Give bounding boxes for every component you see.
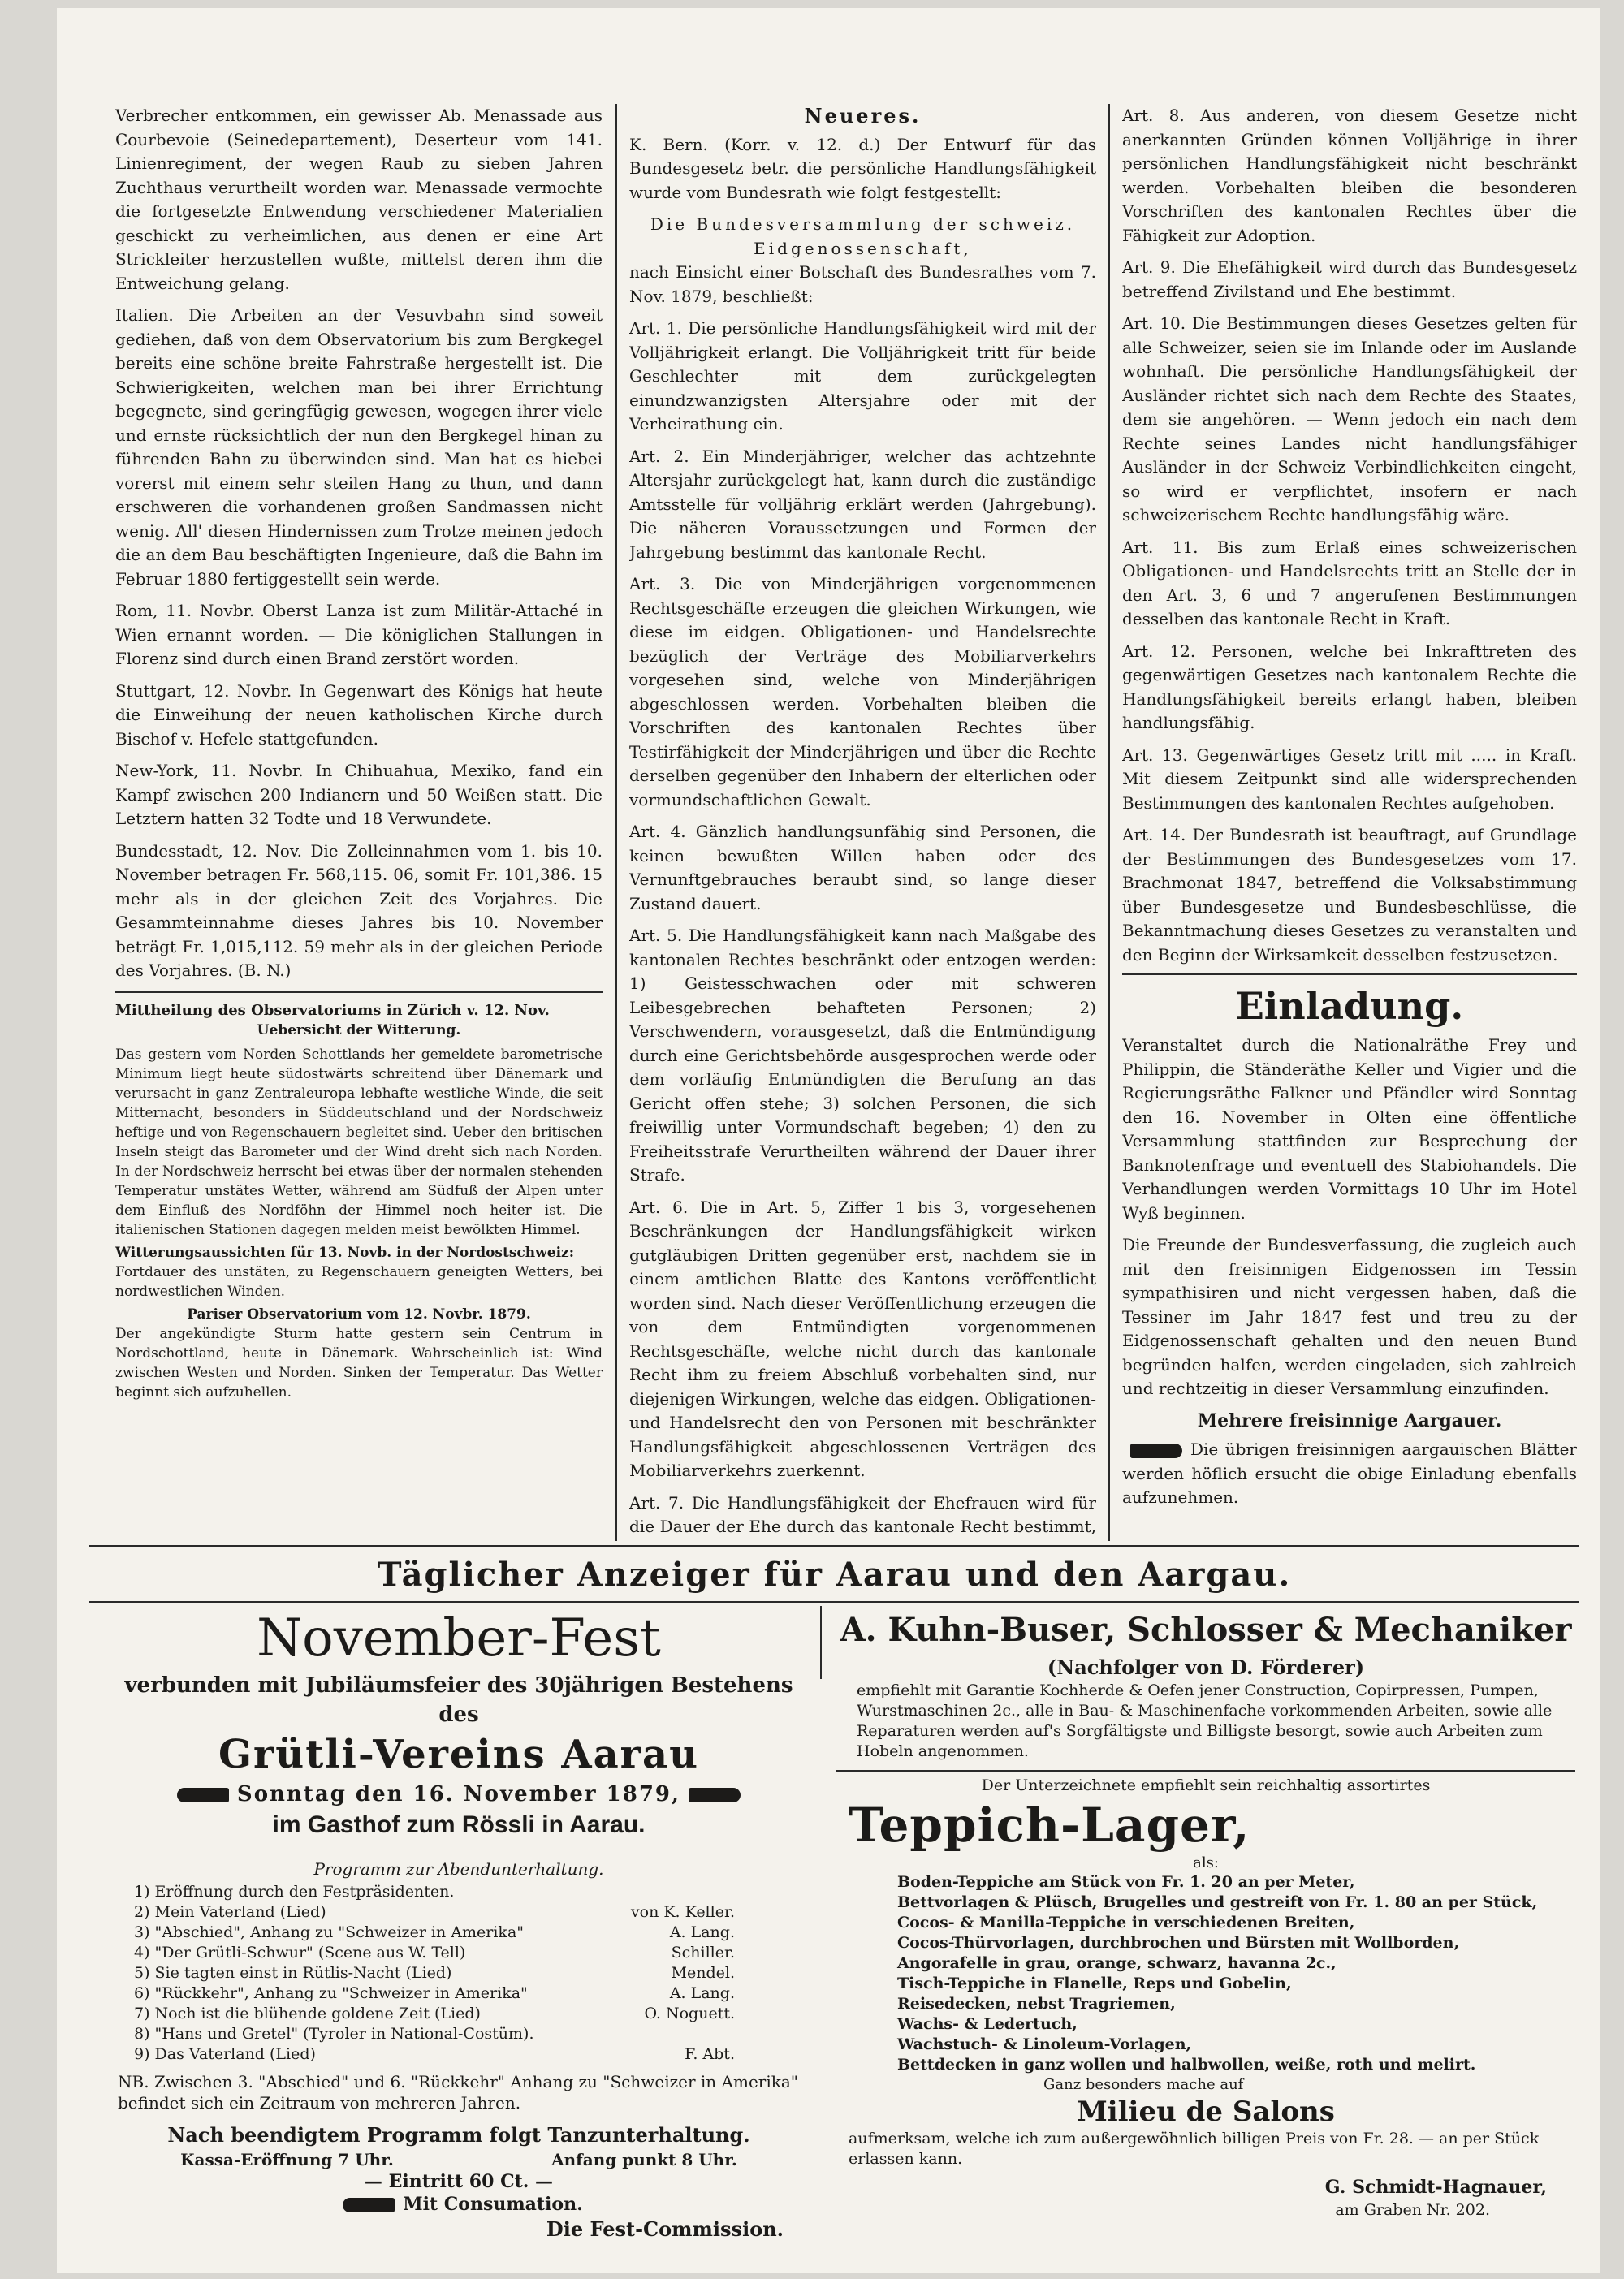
kuhn-rule bbox=[836, 1770, 1575, 1772]
program-item-title: 5) Sie tagten einst in Rütlis-Nacht (Lied) bbox=[134, 1964, 452, 1982]
weather-title: Mittheilung des Observatoriums in Zürich v. 12. Nov. bbox=[115, 1001, 550, 1019]
program-item bbox=[134, 1882, 735, 1902]
program-item-title: 2) Mein Vaterland (Lied) bbox=[134, 1903, 326, 1921]
program-item bbox=[134, 1963, 735, 1983]
program-item-title: 6) "Rückkehr", Anhang zu "Schweizer in Amerika" bbox=[134, 1984, 528, 2002]
program-item-author: Mendel. bbox=[671, 1964, 735, 1982]
fest-committee: Die Fest-Commission. bbox=[546, 2217, 784, 2241]
teppich-item: Wachs- & Ledertuch, bbox=[897, 2015, 1078, 2033]
invitation-signature: Mehrere freisinnige Aargauer. bbox=[1197, 1409, 1502, 1431]
program-item-author: von K. Keller. bbox=[630, 1903, 735, 1921]
program-note: NB. Zwischen 3. "Abschied" und 6. "Rückkehr" Anhang zu "Schweizer in Amerika" befindet sich ein Zeitraum von mehreren Jahren. bbox=[118, 2072, 798, 2113]
program-item-title: 9) Das Vaterland (Lied) bbox=[134, 2045, 316, 2063]
teppich-list bbox=[832, 1872, 1579, 2075]
article-bundesstadt: Bundesstadt, 12. Nov. Die Zolleinnahmen vom 1. bis 10. November betragen Fr. 568,115. 06, somit Fr. 101,386. 15 mehr als in der gleichen Zeit des Vorjahres. Die Gesammteinnahme dieses Jahres bis 10. November beträgt Fr. 1,015,112. 59 mehr als in der gleichen Periode des Vorjahres. (B. N.) bbox=[115, 840, 603, 993]
invitation bbox=[1122, 983, 1577, 1510]
column-divider-2 bbox=[1108, 104, 1110, 1541]
teppich-ad bbox=[832, 1775, 1579, 2265]
program-item-title: 8) "Hans und Gretel" (Tyroler in National-Costüm). bbox=[134, 2025, 534, 2043]
consumation: Mit Consumation. bbox=[102, 2193, 816, 2216]
milieu-text: aufmerksam, welche ich zum außergewöhnlich billigen Preis von Fr. 28. — an per Stück erlassen kann. bbox=[849, 2130, 1540, 2168]
program-title: Programm zur Abendunterhaltung. bbox=[313, 1859, 604, 1879]
law-art-5: Art. 5. Die Handlungsfähigkeit kann nach Maßgabe des kantonalen Rechtes beschränkt oder entzogen werden: 1) Geistesschwachen oder mit schweren Leibesgebrechen behafteten Personen; 2) Verschwendern, vorausgesetzt, daß die Entmündigung durch eine Gerichtsbehörde ausgesprochen werde oder dem vorläufig Entmündigten die Berufung an das Gericht offen stehe; 3) solchen Personen, die sich freiwillig unter Vormundschaft begeben; 4) den zu Freiheitsstrafe Verurtheilten während der Dauer ihrer Strafe. bbox=[629, 926, 1096, 1185]
program-item-title: 3) "Abschied", Anhang zu "Schweizer in Amerika" bbox=[134, 1923, 525, 1941]
fest-title: November-Fest bbox=[257, 1608, 661, 1668]
kuhn-title: A. Kuhn-Buser, Schlosser & Mechaniker bbox=[840, 1611, 1572, 1649]
program-item-author: A. Lang. bbox=[669, 1984, 735, 2002]
dance-note: Nach beendigtem Programm folgt Tanzunterhaltung. bbox=[167, 2123, 750, 2147]
program-item bbox=[134, 1902, 735, 1923]
teppich-item: Wachstuch- & Linoleum-Vorlagen, bbox=[897, 2035, 1192, 2053]
banner-rule-top bbox=[89, 1545, 1579, 1547]
teppich-item: Bettdecken in ganz wollen und halbwollen, weiße, roth und melirt. bbox=[897, 2056, 1476, 2074]
forecast-text: Fortdauer des unstäten, zu Regenschauern geneigten Wetters, bei nordwestlichen Winden. bbox=[115, 1263, 603, 1300]
start-time: Anfang punkt 8 Uhr. bbox=[551, 2150, 737, 2169]
fest-subline: verbunden mit Jubiläumsfeier des 30jährigen Bestehens des bbox=[124, 1673, 793, 1727]
law-intro: K. Bern. (Korr. v. 12. d.) Der Entwurf für das Bundesgesetz betr. die persönliche Handlungsfähigkeit wurde vom Bundesrath wie folgt festgestellt: bbox=[629, 134, 1096, 202]
teppich-item: Angorafelle in grau, orange, schwarz, havanna 2c., bbox=[897, 1954, 1337, 1972]
teppich-als: als: bbox=[1193, 1854, 1219, 1871]
teppich-item: Reisedecken, nebst Tragriemen, bbox=[897, 1995, 1176, 2013]
law-art-14: Art. 14. Der Bundesrath ist beauftragt, auf Grundlage der Bestimmungen des Bundesgesetzes vom 17. Brachmonat 1847, betreffend die Volksabstimmung über Bundesgesetze und Bundesbeschlüsse, die Bekanntmachung dieses Gesetzes zu veranstalten und den Beginn der Wirksamkeit desselben festzusetzen. bbox=[1122, 823, 1577, 975]
ad-divider bbox=[820, 1606, 822, 1679]
column-2 bbox=[629, 104, 1096, 1541]
teppich-note: Ganz besonders mache auf bbox=[1043, 2076, 1244, 2093]
paris-text: Der angekündigte Sturm hatte gestern sein Centrum in Nordschottland, heute in Dänemark. Wahrscheinlich ist: Wind zwischen Westen und Norden. Sinken der Temperatur. Das Wetter beginnt sich aufzuhellen. bbox=[115, 1325, 603, 1401]
teppich-address: am Graben Nr. 202. bbox=[1335, 2201, 1490, 2219]
law-art-8: Art. 8. Aus anderen, von diesem Gesetze nicht anerkannten Gründen können Volljährige in ihrer persönlichen Handlungsfähigkeit nicht beschränkt werden. Vorbehalten bleiben die besonderen Vorschriften des kantonalen Rechtes über die Fähigkeit zur Adoption. bbox=[1122, 106, 1577, 245]
article-newyork: New-York, 11. Novbr. In Chihuahua, Mexiko, fand ein Kampf zwischen 200 Indianern und 50 Weißen statt. Die Letztern hatten 32 Todte und 18 Verwundete. bbox=[115, 761, 603, 828]
weather-report bbox=[115, 1001, 603, 1402]
program-item-author: Schiller. bbox=[671, 1944, 735, 1962]
teppich-title: Teppich-Lager, bbox=[849, 1798, 1250, 1853]
fest-verein: Grütli-Vereins Aarau bbox=[218, 1732, 699, 1777]
teppich-intro: Der Unterzeichnete empfiehlt sein reichhaltig assortirtes bbox=[981, 1776, 1431, 1794]
teppich-item: Cocos- & Manilla-Teppiche in verschiedenen Breiten, bbox=[897, 1914, 1355, 1932]
article-escape: Verbrecher entkommen, ein gewisser Ab. Menassade aus Courbevoie (Seinedepartement), Deserteur vom 141. Linienregiment, der wegen Raub zu sieben Jahren Zuchthaus verurtheilt worden war. Menassade vermochte die fortgesetzte Entwendung verschiedener Materialien geschickt zu verheimlichen, aus denen er eine Art Strickleiter herzustellen wußte, mittelst deren ihm die Entweichung gelang. bbox=[115, 106, 603, 293]
law-art-12: Art. 12. Personen, welche bei Inkrafttreten des gegenwärtigen Gesetzes nach kantonalem Rechte die Handlungsfähigkeit bereits erlangt haben, bleiben handlungsfähig. bbox=[1122, 641, 1577, 732]
kuhn-text: empfiehlt mit Garantie Kochherde & Oefen jener Construction, Copirpressen, Pumpen, Wurstmaschinen 2c., alle in Bau- & Maschinenfache vorkommenden Arbeiten, sowie alle Reparaturen werden auf's Sorgfältigste und Billigste besorgt, sowie auch Arbeiten zum Hobeln angenommen. bbox=[857, 1681, 1553, 1760]
column-divider-1 bbox=[615, 104, 617, 1541]
kuhn-successor: (Nachfolger von D. Förderer) bbox=[1047, 1655, 1365, 1679]
program-item-author: F. Abt. bbox=[685, 2045, 735, 2063]
law-art-2: Art. 2. Ein Minderjähriger, welcher das achtzehnte Altersjahr zurückgelegt hat, kann durch die zuständige Amtsstelle für volljährig erklärt werden (Jahrgebung). Die näheren Voraussetzungen und Formen der Jahrgebung bestimmt das kantonale Recht. bbox=[629, 446, 1096, 562]
pointing-hand-icon bbox=[689, 1788, 741, 1802]
kuhn-ad bbox=[832, 1606, 1579, 1776]
pointing-hand-icon bbox=[177, 1788, 229, 1802]
law-art-7: Art. 7. Die Handlungsfähigkeit der Ehefrauen wird für die Dauer der Ehe durch das kantonale Recht bestimmt, bbox=[629, 1492, 1096, 1536]
law-art-1: Art. 1. Die persönliche Handlungsfähigkeit wird mit der Volljährigkeit erlangt. Die Volljährigkeit tritt für beide Geschlechter mit dem zurückgelegten einundzwanzigsten Altersjahre oder mit der Verheirathung ein. bbox=[629, 318, 1096, 434]
program-item-title: 4) "Der Grütli-Schwur" (Scene aus W. Tell) bbox=[134, 1944, 466, 1962]
forecast-title: Witterungsaussichten für 13. Novb. in der Nordostschweiz: bbox=[115, 1244, 574, 1261]
program-item-author: A. Lang. bbox=[669, 1923, 735, 1941]
weather-subtitle: Uebersicht der Witterung. bbox=[257, 1021, 461, 1038]
program-item bbox=[134, 2024, 735, 2044]
banner-rule-bottom bbox=[89, 1601, 1579, 1603]
teppich-item: Cocos-Thürvorlagen, durchbrochen und Bürsten mit Wollborden, bbox=[897, 1934, 1460, 1952]
invitation-note: Die übrigen freisinnigen aargauischen Blätter werden höflich ersucht die obige Einladung ebenfalls aufzunehmen. bbox=[1122, 1439, 1577, 1507]
november-fest-ad bbox=[102, 1606, 816, 2265]
milieu-title: Milieu de Salons bbox=[1077, 2096, 1335, 2128]
program-item-title: 7) Noch ist die blühende goldene Zeit (Lied) bbox=[134, 2005, 481, 2022]
program-item bbox=[134, 2044, 735, 2065]
pointing-hand-icon bbox=[1130, 1444, 1182, 1458]
teppich-signature: G. Schmidt-Hagnauer, bbox=[1324, 2177, 1547, 2198]
law-assembly: Die Bundesversammlung der schweiz. Eidgenossenschaft, bbox=[650, 214, 1076, 258]
section-heading-neueres: Neueres. bbox=[804, 104, 922, 127]
law-art-11: Art. 11. Bis zum Erlaß eines schweizerischen Obligationen- und Handelsrechts tritt an Stelle der in den Art. 3, 6 und 7 angerufenen Bestimmungen desselben das kantonale Recht in Kraft. bbox=[1122, 537, 1577, 628]
article-italien: Italien. Die Arbeiten an der Vesuvbahn sind soweit gediehen, daß von dem Observatorium bis zum Bergkegel bereits eine schöne breite Fahrstraße hergestellt ist. Die Schwierigkeiten, welchen man bei ihrer Errichtung begegnete, sind geringfügig gewesen, wogegen ihrer viele und ernste rücksichtlich der nun den Bergkegel hinan zu führenden Bahn zu überwinden sind. Man hat es hiebei vorerst mit einem sehr steilen Hang zu thun, und dann erschweren die vorhandenen großen Sandmassen nicht wenig. All' diesen Hindernissen zum Trotze meinen jedoch die an dem Bau beschäftigten Ingenieure, daß die Bahn im Februar 1880 fertiggestellt sein werde. bbox=[115, 305, 603, 589]
program-item bbox=[134, 2004, 735, 2024]
paris-title: Pariser Observatorium vom 12. Novbr. 1879. bbox=[187, 1306, 531, 1323]
invitation-text-1: Veranstaltet durch die Nationalräthe Frey und Philippin, die Ständeräthe Keller und Vigier und die Regierungsräthe Falkner und Pfändler wird Sonntag den 16. November in Olten eine öffentliche Versammlung stattfinden zur Besprechung der Banknotenfrage und eventuell des Stabiohandels. Die Verhandlungen werden Vormittags 10 Uhr im Hotel Wyß beginnen. bbox=[1122, 1035, 1577, 1223]
teppich-item: Tisch-Teppiche in Flanelle, Reps und Gobelin, bbox=[897, 1975, 1292, 1992]
times-row bbox=[102, 2149, 816, 2170]
teppich-item: Bettvorlagen & Plüsch, Brugelles und gestreift von Fr. 1. 80 an per Stück, bbox=[897, 1893, 1538, 1911]
newspaper-page bbox=[57, 8, 1600, 2273]
program-item bbox=[134, 1983, 735, 2004]
article-rom: Rom, 11. Novbr. Oberst Lanza ist zum Militär-Attaché in Wien ernannt worden. — Die königlichen Stallungen in Florenz sind durch einen Brand zerstört worden. bbox=[115, 601, 603, 668]
article-stuttgart: Stuttgart, 12. Novbr. In Gegenwart des Königs hat heute die Einweihung der neuen katholischen Kirche durch Bischof v. Hefele stattgefunden. bbox=[115, 680, 603, 749]
law-art-6: Art. 6. Die in Art. 5, Ziffer 1 bis 3, vorgesehenen Beschränkungen der Handlungsfähigkeit wirken gutgläubigen Dritten gegenüber erst, nachdem sie in einem amtlichen Blatte des Kantons veröffentlicht worden sind. Nach dieser Veröffentlichung erzeugen die von dem Entmündigten vorgenommenen Rechtsgeschäfte, welche nicht durch das kantonale Recht ihm zu freiem Abschluß vorbehalten sind, nur diejenigen Wirkungen, welche das eidgen. Obligationen- und Handelsrecht den von Personen mit beschränkter Handlungsfähigkeit abgeschlossenen Verträgen des Mobiliarverkehrs zuerkennt. bbox=[629, 1197, 1096, 1480]
invitation-text-2: Die Freunde der Bundesverfassung, die zugleich auch mit den freisinnigen Eidgenossen im Tessin sympathisiren und nicht vergessen haben, daß die Tessiner im Jahr 1847 fest und treu zu der Eidgenossenschaft gehalten und den neuen Bund begründen halfen, werden eingeladen, sich zahlreich und rechtzeitig in dieser Versammlung einzufinden. bbox=[1122, 1235, 1577, 1398]
program-item bbox=[134, 1943, 735, 1963]
law-art-9: Art. 9. Die Ehefähigkeit wird durch das Bundesgesetz betreffend Zivilstand und Ehe bestimmt. bbox=[1122, 257, 1577, 301]
invitation-title: Einladung. bbox=[1235, 984, 1464, 1028]
column-1 bbox=[115, 104, 603, 1541]
advertiser-banner: Täglicher Anzeiger für Aarau und den Aargau. bbox=[377, 1556, 1292, 1594]
law-preamble: nach Einsicht einer Botschaft des Bundesrathes vom 7. Nov. 1879, beschließt: bbox=[629, 262, 1096, 306]
law-art-4: Art. 4. Gänzlich handlungsunfähig sind Personen, die keinen bewußten Willen haben oder des Vernunftgebrauches beraubt sind, so lange dieser Zustand dauert. bbox=[629, 822, 1096, 913]
program-item-author: O. Noguett. bbox=[644, 2005, 735, 2022]
program-item-title: 1) Eröffnung durch den Festpräsidenten. bbox=[134, 1883, 455, 1901]
entry-fee: — Eintritt 60 Ct. — bbox=[364, 2171, 554, 2192]
column-3 bbox=[1122, 104, 1577, 1541]
fest-date: Sonntag den 16. November 1879, bbox=[102, 1780, 816, 1809]
fest-place: im Gasthof zum Rössli in Aarau. bbox=[272, 1811, 646, 1838]
program-item bbox=[134, 1923, 735, 1943]
program-list bbox=[102, 1882, 816, 2065]
weather-text: Das gestern vom Norden Schottlands her gemeldete barometrische Minimum liegt heute südostwärts schreitend über Dänemark und verursacht in ganz Zentraleuropa lebhafte westliche Winde, die seit Mitternacht, besonders in Süddeutschland und der Nordschweiz heftige und von Regenschauern begleitet sind. Ueber den britischen Inseln steigt das Barometer und der Wind dreht sich nach Norden. In der Nordschweiz herrscht bei etwas über der normalen stehenden Temperatur unstätes Wetter, während am Südfuß der Alpen unter dem Einfluß des Nordföhn der Himmel noch heiter ist. Die italienischen Stationen dagegen melden meist bewölkten Himmel. bbox=[115, 1046, 603, 1238]
law-art-3: Art. 3. Die von Minderjährigen vorgenommenen Rechtsgeschäfte erzeugen die gleichen Wirkungen, wie diese im eidgen. Obligationen- und Handelsrechte bezüglich der Verträge des Mobiliarverkehrs vorgesehen sind, welche von Minderjährigen abgeschlossen werden. Vorbehalten bleiben die Vorschriften des kantonalen Rechtes über Testirfähigkeit der Minderjährigen und über die Rechte derselben gegenüber den Inhabern der elterlichen oder vormundschaftlichen Gewalt. bbox=[629, 574, 1096, 809]
kassa-time: Kassa-Eröffnung 7 Uhr. bbox=[180, 2150, 394, 2169]
law-art-13: Art. 13. Gegenwärtiges Gesetz tritt mit ..... in Kraft. Mit diesem Zeitpunkt sind alle widersprechenden Bestimmungen des kantonalen Rechtes aufgehoben. bbox=[1122, 745, 1577, 813]
pointing-hand-icon bbox=[343, 2198, 395, 2212]
teppich-item: Boden-Teppiche am Stück von Fr. 1. 20 an per Meter, bbox=[897, 1873, 1355, 1891]
law-art-10: Art. 10. Die Bestimmungen dieses Gesetzes gelten für alle Schweizer, seien sie im Inlande oder im Auslande wohnhaft. Die persönliche Handlungsfähigkeit der Ausländer richtet sich nach dem Rechte des Staates, dem sie angehören. — Wenn jedoch ein nach dem Rechte seines Landes nicht handlungsfähiger Ausländer in der Schweiz Verbindlichkeiten eingeht, so wird er verpflichtet, insofern er nach schweizerischem Rechte handlungsfähig wäre. bbox=[1122, 313, 1577, 524]
